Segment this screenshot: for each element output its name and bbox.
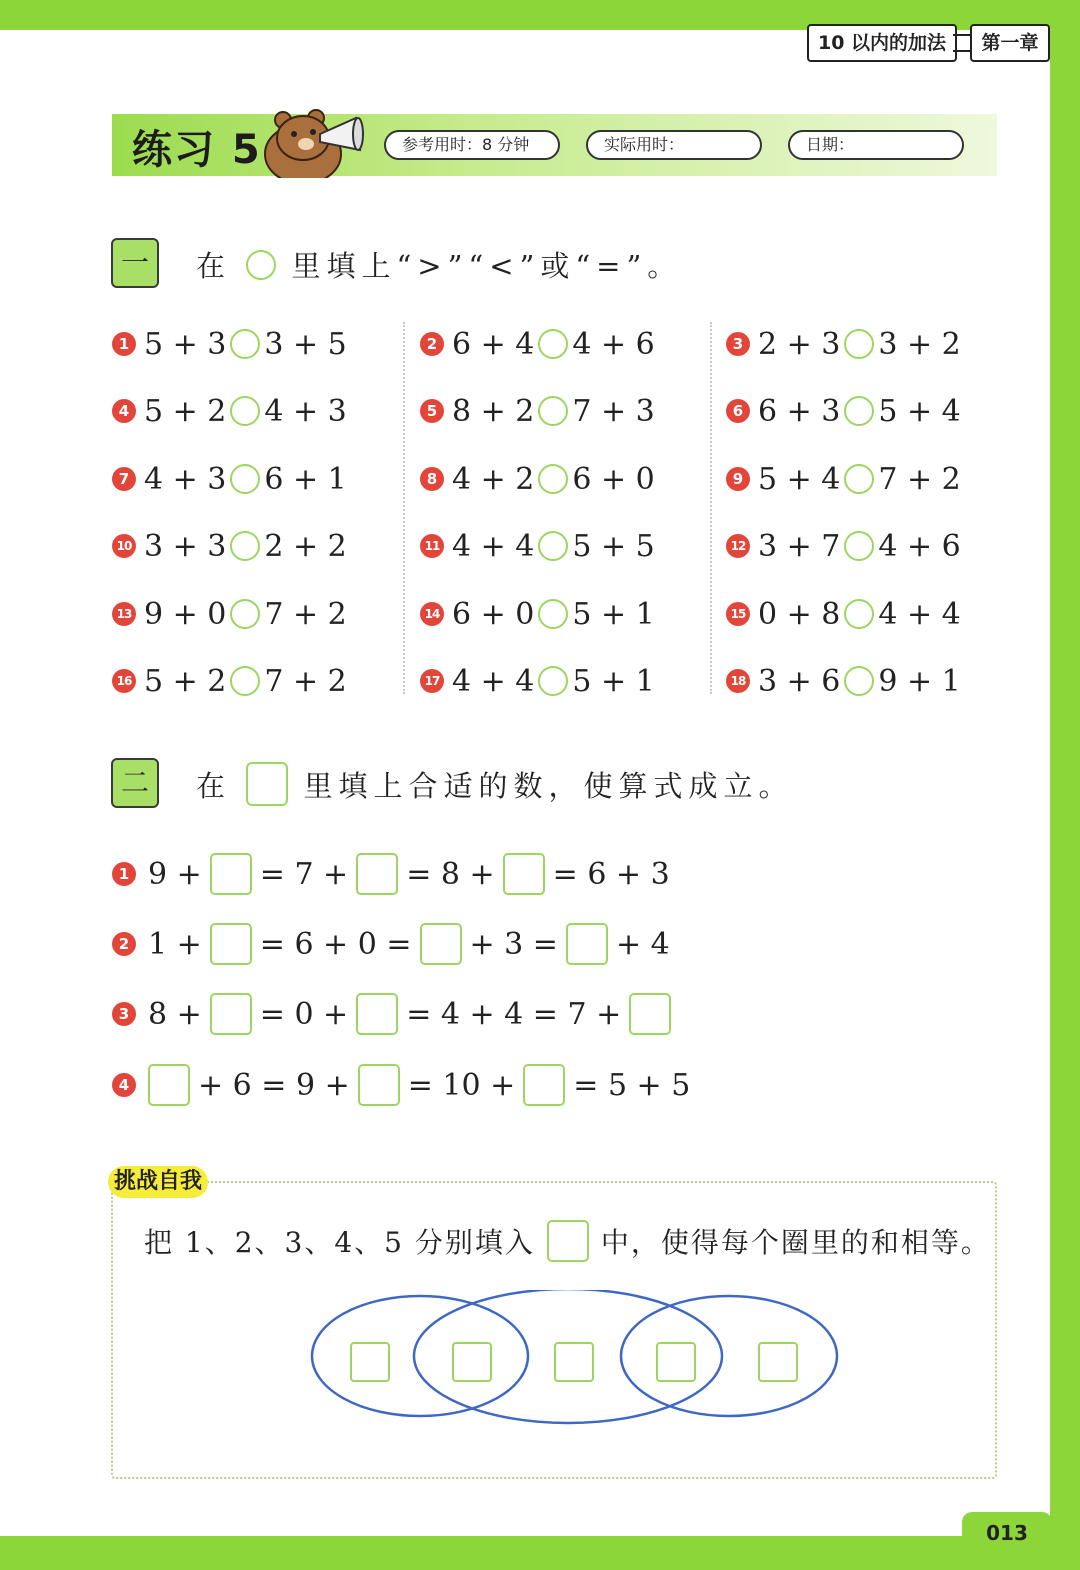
answer-circle[interactable] — [230, 464, 260, 494]
item-number-badge: 15 — [726, 602, 750, 626]
answer-circle[interactable] — [230, 531, 260, 561]
venn-answer-box-4[interactable] — [656, 1342, 696, 1382]
challenge-text-after: 中，使得每个圈里的和相等。 — [600, 1226, 991, 1259]
answer-circle[interactable] — [844, 666, 874, 696]
answer-circle[interactable] — [538, 396, 568, 426]
section-2-label: 二 — [111, 758, 159, 808]
chapter-label: 第一章 — [970, 24, 1050, 62]
equation-text: = 7 + — [259, 856, 349, 892]
answer-box[interactable] — [566, 923, 608, 965]
answer-circle[interactable] — [230, 396, 260, 426]
compare-item-7 — [112, 459, 347, 499]
venn-answer-box-3[interactable] — [554, 1342, 594, 1382]
answer-circle[interactable] — [230, 599, 260, 629]
left-expression: 5 + 3 — [144, 326, 227, 362]
left-expression: 4 + 3 — [144, 461, 227, 497]
item-number-badge: 16 — [112, 669, 136, 693]
answer-circle[interactable] — [844, 599, 874, 629]
equation-1 — [112, 851, 674, 897]
page-frame-bottom — [0, 1536, 1080, 1570]
right-expression: 6 + 1 — [264, 461, 347, 497]
section-1-label: 一 — [111, 238, 159, 288]
left-expression: 3 + 6 — [758, 663, 841, 699]
section-2-instr-after: 里填上合适的数，使算式成立。 — [303, 768, 794, 803]
answer-circle[interactable] — [844, 531, 874, 561]
left-expression: 2 + 3 — [758, 326, 841, 362]
equation-text: 9 + — [148, 856, 202, 892]
item-number-badge: 10 — [112, 534, 136, 558]
item-number-badge: 6 — [726, 399, 750, 423]
answer-box[interactable] — [210, 923, 252, 965]
equation-text: = 6 + 3 — [552, 856, 670, 892]
equation-text: = 10 + — [407, 1067, 516, 1103]
left-expression: 4 + 4 — [452, 663, 535, 699]
right-expression: 4 + 6 — [878, 528, 961, 564]
answer-circle[interactable] — [538, 531, 568, 561]
answer-box[interactable] — [356, 853, 398, 895]
compare-item-15 — [726, 594, 961, 634]
answer-circle[interactable] — [538, 666, 568, 696]
right-ellipse — [621, 1296, 837, 1416]
compare-item-6 — [726, 391, 961, 431]
answer-box[interactable] — [420, 923, 462, 965]
right-expression: 2 + 2 — [264, 528, 347, 564]
answer-box[interactable] — [148, 1064, 190, 1106]
answer-box[interactable] — [210, 993, 252, 1035]
equation-text: 1 + — [148, 926, 202, 962]
answer-circle[interactable] — [230, 666, 260, 696]
answer-box[interactable] — [210, 853, 252, 895]
right-expression: 6 + 0 — [572, 461, 655, 497]
venn-answer-box-2[interactable] — [452, 1342, 492, 1382]
right-expression: 7 + 2 — [264, 663, 347, 699]
section-1-instr-after: 里填上“>”“<”或“=”。 — [291, 249, 683, 283]
answer-circle[interactable] — [230, 329, 260, 359]
compare-item-4 — [112, 391, 347, 431]
left-expression: 9 + 0 — [144, 596, 227, 632]
item-number-badge: 7 — [112, 467, 136, 491]
compare-item-11 — [420, 526, 655, 566]
compare-item-1 — [112, 324, 347, 364]
compare-item-17 — [420, 661, 655, 701]
left-expression: 6 + 4 — [452, 326, 535, 362]
equation-text: 8 + — [148, 996, 202, 1032]
answer-box[interactable] — [358, 1064, 400, 1106]
date-pill[interactable]: 日期： — [788, 130, 964, 160]
right-expression: 9 + 1 — [878, 663, 961, 699]
answer-circle[interactable] — [844, 396, 874, 426]
equation-4 — [112, 1062, 694, 1108]
right-expression: 7 + 2 — [264, 596, 347, 632]
item-number-badge: 17 — [420, 669, 444, 693]
column-divider — [403, 322, 405, 694]
left-expression: 0 + 8 — [758, 596, 841, 632]
item-number-badge: 2 — [420, 332, 444, 356]
square-icon — [547, 1220, 589, 1262]
bear-megaphone-icon — [258, 104, 368, 178]
item-number-badge: 3 — [112, 1002, 136, 1026]
left-expression: 6 + 0 — [452, 596, 535, 632]
left-ellipse — [312, 1296, 528, 1416]
answer-circle[interactable] — [844, 329, 874, 359]
right-expression: 7 + 2 — [878, 461, 961, 497]
challenge-instruction — [144, 1218, 991, 1264]
item-number-badge: 12 — [726, 534, 750, 558]
right-expression: 5 + 5 — [572, 528, 655, 564]
answer-circle[interactable] — [844, 464, 874, 494]
equation-text: = 6 + 0 = — [259, 926, 412, 962]
item-number-badge: 11 — [420, 534, 444, 558]
chapter-topic: 10 以内的加法 — [807, 24, 957, 62]
compare-item-16 — [112, 661, 347, 701]
left-expression: 5 + 2 — [144, 393, 227, 429]
right-expression: 5 + 1 — [572, 663, 655, 699]
item-number-badge: 4 — [112, 399, 136, 423]
circle-icon — [246, 250, 276, 280]
square-icon — [246, 762, 288, 806]
equation-text: = 8 + — [406, 856, 495, 892]
item-number-badge: 1 — [112, 332, 136, 356]
section-2-instr-before: 在 — [196, 768, 232, 803]
compare-item-14 — [420, 594, 655, 634]
item-number-badge: 4 — [112, 1073, 136, 1097]
item-number-badge: 5 — [420, 399, 444, 423]
equation-text: = 5 + 5 — [573, 1067, 691, 1103]
challenge-tag: 挑战自我 — [108, 1166, 208, 1198]
left-expression: 8 + 2 — [452, 393, 535, 429]
compare-item-13 — [112, 594, 347, 634]
left-expression: 3 + 7 — [758, 528, 841, 564]
item-number-badge: 8 — [420, 467, 444, 491]
answer-box[interactable] — [629, 993, 671, 1035]
item-number-badge: 1 — [112, 862, 136, 886]
right-expression: 3 + 5 — [264, 326, 347, 362]
compare-item-2 — [420, 324, 655, 364]
right-expression: 4 + 3 — [264, 393, 347, 429]
compare-item-9 — [726, 459, 961, 499]
left-expression: 4 + 2 — [452, 461, 535, 497]
left-expression: 3 + 3 — [144, 528, 227, 564]
venn-answer-box-1[interactable] — [350, 1342, 390, 1382]
actual-time-pill[interactable]: 实际用时： — [586, 130, 762, 160]
right-expression: 5 + 4 — [878, 393, 961, 429]
compare-item-3 — [726, 324, 961, 364]
compare-item-8 — [420, 459, 655, 499]
left-expression: 4 + 4 — [452, 528, 535, 564]
page-number: 013 — [962, 1512, 1052, 1550]
right-expression: 5 + 1 — [572, 596, 655, 632]
right-expression: 7 + 3 — [572, 393, 655, 429]
reference-time-pill: 参考用时：8 分钟 — [384, 130, 560, 160]
item-number-badge: 13 — [112, 602, 136, 626]
item-number-badge: 3 — [726, 332, 750, 356]
item-number-badge: 2 — [112, 932, 136, 956]
section-1-instr-before: 在 — [196, 249, 232, 283]
section-1-instruction — [196, 244, 682, 285]
item-number-badge: 14 — [420, 602, 444, 626]
compare-item-5 — [420, 391, 655, 431]
answer-circle[interactable] — [538, 329, 568, 359]
lesson-title: 练习 5 — [132, 127, 262, 173]
equation-2 — [112, 921, 674, 967]
compare-item-10 — [112, 526, 347, 566]
page-frame-right — [1050, 0, 1080, 1570]
equation-text: + 3 = — [469, 926, 558, 962]
answer-circle[interactable] — [538, 599, 568, 629]
equation-text: = 4 + 4 = 7 + — [406, 996, 622, 1032]
left-expression: 6 + 3 — [758, 393, 841, 429]
equation-text: + 6 = 9 + — [198, 1067, 350, 1103]
equation-text: = 0 + — [259, 996, 349, 1032]
equation-text: + 4 — [615, 926, 670, 962]
right-expression: 4 + 4 — [878, 596, 961, 632]
item-number-badge: 18 — [726, 669, 750, 693]
column-divider — [710, 322, 712, 694]
right-expression: 4 + 6 — [572, 326, 655, 362]
left-expression: 5 + 4 — [758, 461, 841, 497]
compare-item-18 — [726, 661, 961, 701]
answer-circle[interactable] — [538, 464, 568, 494]
right-expression: 3 + 2 — [878, 326, 961, 362]
answer-box[interactable] — [356, 993, 398, 1035]
venn-answer-box-5[interactable] — [758, 1342, 798, 1382]
equation-3 — [112, 991, 675, 1037]
compare-item-12 — [726, 526, 961, 566]
challenge-text-before: 把 1、2、3、4、5 分别填入 — [144, 1226, 535, 1259]
answer-box[interactable] — [523, 1064, 565, 1106]
left-expression: 5 + 2 — [144, 663, 227, 699]
answer-box[interactable] — [503, 853, 545, 895]
item-number-badge: 9 — [726, 467, 750, 491]
section-2-instruction — [196, 762, 793, 806]
